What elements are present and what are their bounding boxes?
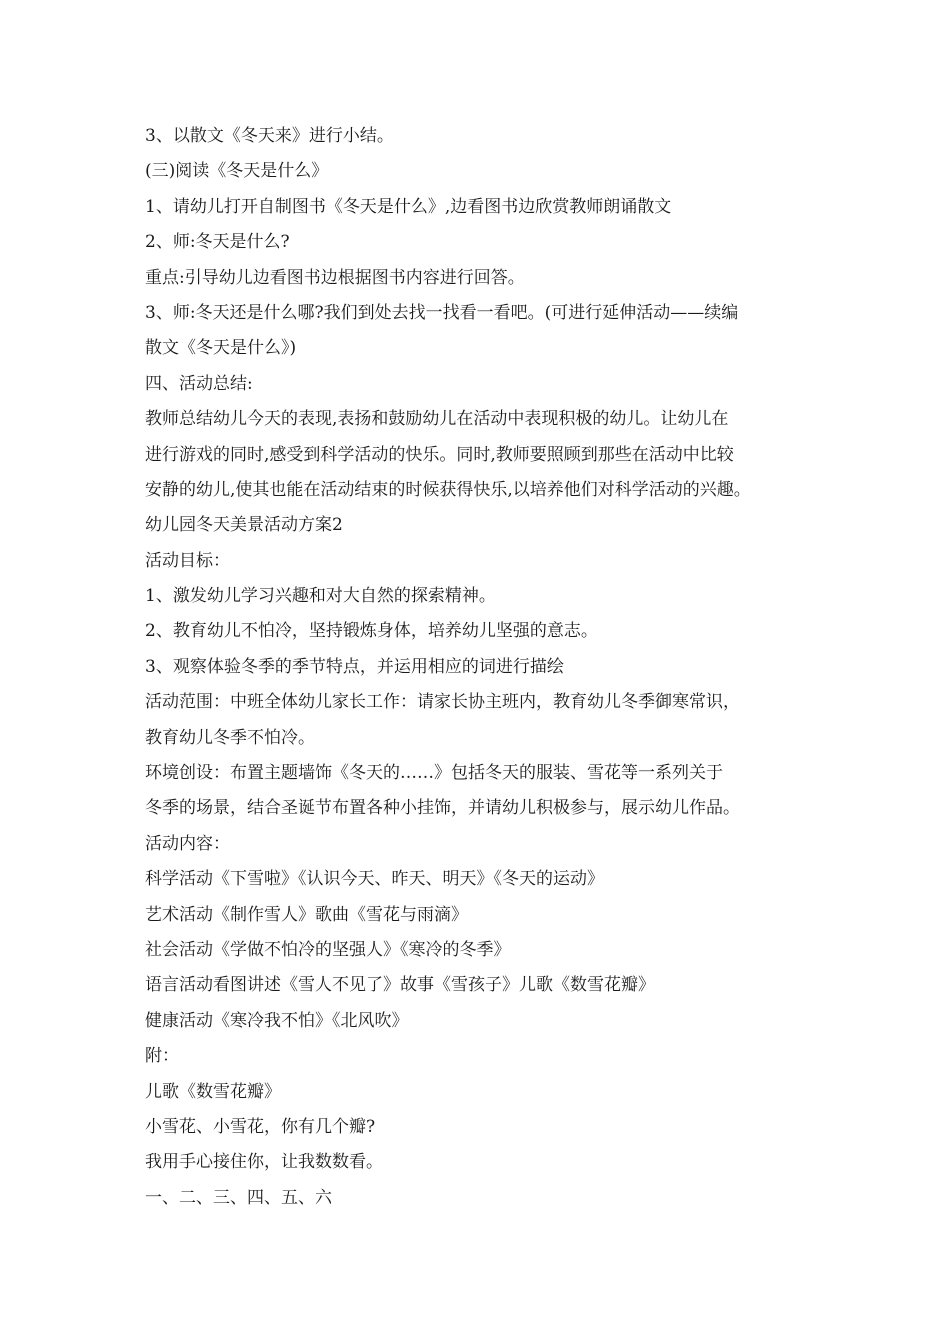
text-line: 语言活动看图讲述《雪人不见了》故事《雪孩子》儿歌《数雪花瓣》 xyxy=(145,975,655,996)
text-line: 重点:引导幼儿边看图书边根据图书内容进行回答。 xyxy=(145,267,525,288)
text-line: 2、师:冬天是什么? xyxy=(145,232,290,253)
text-line: 活动范围：中班全体幼儿家长工作：请家长协主班内，教育幼儿冬季御寒常识， xyxy=(145,692,740,713)
section-heading: (三)阅读《冬天是什么》 xyxy=(145,161,329,182)
text-line: 3、以散文《冬天来》进行小结。 xyxy=(145,126,394,146)
section-heading: 附： xyxy=(145,1046,179,1067)
poem-line: 我用手心接住你，让我数数看。 xyxy=(145,1152,383,1173)
text-line: 2、教育幼儿不怕冷，坚持锻炼身体，培养幼儿坚强的意志。 xyxy=(145,621,598,642)
text-line: 3、师:冬天还是什么哪?我们到处去找一找看一看吧。(可进行延伸活动——续编 xyxy=(145,302,739,323)
poem-line: 一、二、三、四、五、六 xyxy=(145,1187,332,1208)
text-line: 教育幼儿冬季不怕冷。 xyxy=(145,727,315,748)
text-line: 1、请幼儿打开自制图书《冬天是什么》,边看图书边欣赏教师朗诵散文 xyxy=(145,196,672,217)
text-line: 1、激发幼儿学习兴趣和对大自然的探索精神。 xyxy=(145,586,496,607)
text-line: 进行游戏的同时,感受到科学活动的快乐。同时,教师要照顾到那些在活动中比较 xyxy=(145,444,734,465)
document-body xyxy=(145,119,825,1216)
text-line: 社会活动《学做不怕冷的坚强人》《寒冷的冬季》 xyxy=(145,939,511,960)
text-line: 艺术活动《制作雪人》歌曲《雪花与雨滴》 xyxy=(145,904,468,925)
text-line: 散文《冬天是什么》) xyxy=(145,338,297,359)
text-line: 科学活动《下雪啦》《认识今天、昨天、明天》《冬天的运动》 xyxy=(145,869,604,890)
text-line: 健康活动《寒冷我不怕》《北风吹》 xyxy=(145,1010,409,1031)
text-line: 教师总结幼儿今天的表现,表扬和鼓励幼儿在活动中表现积极的幼儿。让幼儿在 xyxy=(145,409,729,430)
text-line: 环境创设：布置主题墙饰《冬天的……》包括冬天的服装、雪花等一系列关于 xyxy=(145,763,723,784)
section-heading: 活动目标： xyxy=(145,550,230,571)
section-heading: 四、活动总结: xyxy=(145,373,253,394)
text-line: 安静的幼儿,使其也能在活动结束的时候获得快乐,以培养他们对科学活动的兴趣。 xyxy=(145,479,751,500)
document-title: 幼儿园冬天美景活动方案2 xyxy=(145,515,343,536)
section-heading: 活动内容： xyxy=(145,833,230,854)
text-line: 3、观察体验冬季的季节特点，并运用相应的词进行描绘 xyxy=(145,656,564,677)
poem-line: 小雪花、小雪花，你有几个瓣? xyxy=(145,1116,376,1137)
poem-title: 儿歌《数雪花瓣》 xyxy=(145,1081,281,1102)
text-line: 冬季的场景，结合圣诞节布置各种小挂饰，并请幼儿积极参与，展示幼儿作品。 xyxy=(145,798,740,819)
